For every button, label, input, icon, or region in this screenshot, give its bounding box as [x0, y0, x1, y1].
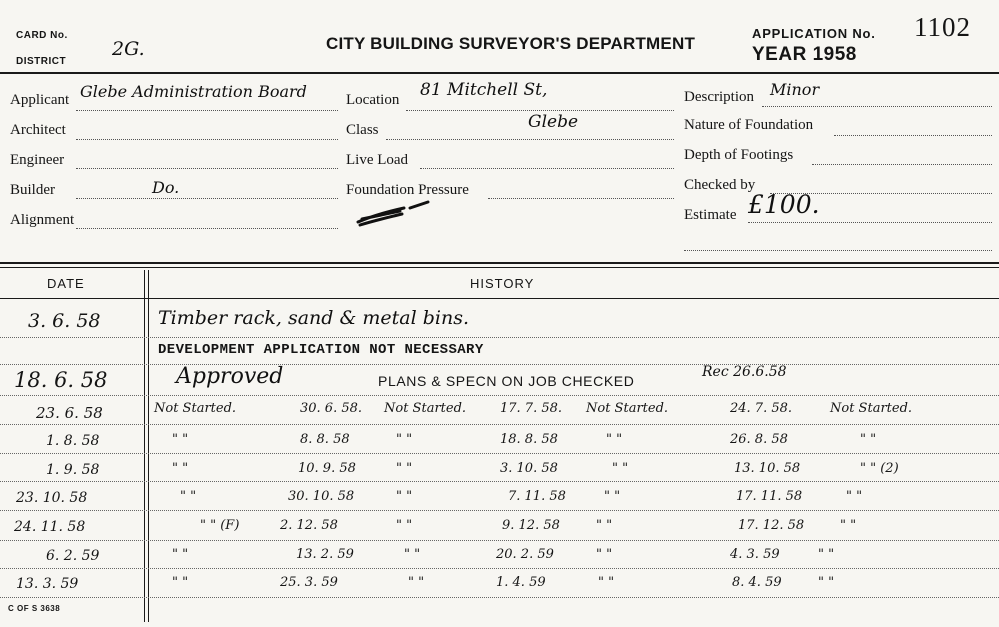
builder-value: Do.	[152, 178, 180, 197]
row-cell: " "	[606, 432, 623, 447]
row-cell: " "	[846, 489, 863, 504]
row-line	[0, 597, 999, 598]
row-cell: 8. 8. 58	[300, 432, 350, 447]
row-line	[0, 481, 999, 482]
applicant-label: Applicant	[10, 92, 70, 108]
district-label: DISTRICT	[16, 56, 67, 67]
row-cell: 30. 10. 58	[288, 489, 355, 504]
row-cell: 13. 10. 58	[734, 461, 801, 476]
row-date: 23. 10. 58	[16, 490, 88, 506]
builder-line	[76, 198, 338, 199]
engineer-line	[76, 168, 338, 169]
row-history: Approved	[176, 364, 284, 389]
row-cell: " "	[172, 575, 189, 590]
row-date: 6. 2. 59	[46, 548, 100, 564]
header-rule	[0, 72, 999, 74]
row-date: 13. 3. 59	[16, 576, 79, 592]
typed-note-plans: PLANS & SPECN ON JOB CHECKED	[378, 373, 635, 389]
row-cell: " "	[172, 547, 189, 562]
row-cell: " "	[596, 518, 613, 533]
row-cell: 26. 8. 58	[730, 432, 788, 447]
date-header: DATE	[47, 276, 85, 291]
row-date: 3. 6. 58	[28, 310, 101, 332]
estimate-value: £100.	[748, 190, 820, 219]
alignment-label: Alignment	[10, 212, 75, 228]
row-cell: " "	[172, 461, 189, 476]
row-cell: Not Started.	[384, 401, 467, 416]
description-value: Minor	[770, 80, 820, 99]
location-line	[406, 110, 674, 111]
class-line	[386, 139, 674, 140]
application-number: 1102	[914, 12, 971, 42]
row-cell: 3. 10. 58	[500, 461, 558, 476]
card-no-label: CARD No.	[16, 30, 68, 41]
row-line	[0, 337, 999, 338]
row-line	[0, 568, 999, 569]
row-cell: 8. 4. 59	[732, 575, 782, 590]
row-cell: 25. 3. 59	[280, 575, 338, 590]
row-history: Timber rack, sand & metal bins.	[158, 307, 470, 329]
builder-label: Builder	[10, 182, 55, 198]
foundation-pressure-label: Foundation Pressure	[346, 182, 469, 198]
table-top-rule	[0, 262, 999, 264]
row-date: 23. 6. 58	[36, 404, 103, 422]
row-cell: 17. 7. 58.	[500, 401, 563, 416]
row-cell: Not Started.	[830, 401, 913, 416]
row-cell: 24. 7. 58.	[730, 401, 793, 416]
row-cell: 7. 11. 58	[508, 489, 566, 504]
extra-line	[684, 250, 992, 251]
estimate-label: Estimate	[684, 207, 737, 223]
location-value: 81 Mitchell St,	[420, 80, 548, 100]
row-cell: " "	[604, 489, 621, 504]
row-date: 1. 8. 58	[46, 433, 100, 449]
checked-by-label: Checked by	[684, 177, 756, 193]
column-separator	[144, 270, 145, 622]
description-line	[762, 106, 992, 107]
row-cell: 20. 2. 59	[496, 547, 554, 562]
row-date: 18. 6. 58	[14, 368, 108, 392]
row-date: 1. 9. 58	[46, 462, 100, 478]
row-cell: " "	[860, 432, 877, 447]
description-label: Description	[684, 89, 754, 105]
history-header: HISTORY	[470, 276, 535, 291]
nature-line	[834, 135, 992, 136]
foundation-pressure-line	[488, 198, 674, 199]
row-cell: " "	[396, 461, 413, 476]
row-cell: " "	[598, 575, 615, 590]
row-cell: 10. 9. 58	[298, 461, 356, 476]
applicant-value: Glebe Administration Board	[80, 82, 307, 101]
row-cell: " "	[396, 518, 413, 533]
row-cell: " "	[396, 489, 413, 504]
row-cell: " " (F)	[200, 518, 240, 533]
ink-scribble	[352, 198, 442, 232]
location-label: Location	[346, 92, 400, 108]
form-code: C OF S 3638	[8, 604, 61, 613]
row-cell: 18. 8. 58	[500, 432, 558, 447]
estimate-line	[748, 222, 992, 223]
row-date: 24. 11. 58	[14, 519, 86, 535]
row-cell: 9. 12. 58	[502, 518, 560, 533]
architect-line	[76, 139, 338, 140]
alignment-line	[76, 228, 338, 229]
row-cell: " "	[840, 518, 857, 533]
row-cell: " "	[596, 547, 613, 562]
live-load-label: Live Load	[346, 152, 409, 168]
table-top-rule-2	[0, 267, 999, 268]
row-cell: " "	[612, 461, 629, 476]
row-cell: " "	[408, 575, 425, 590]
engineer-label: Engineer	[10, 152, 65, 168]
row-cell: 30. 6. 58.	[300, 401, 363, 416]
class-label: Class	[346, 122, 379, 138]
nature-of-foundation-label: Nature of Foundation	[684, 117, 814, 133]
row-line	[0, 395, 999, 396]
row-cell: 2. 12. 58	[280, 518, 338, 533]
applicant-line	[76, 110, 338, 111]
depth-of-footings-label: Depth of Footings	[684, 147, 794, 163]
rec-note: Rec 26.6.58	[702, 364, 787, 380]
row-line	[0, 540, 999, 541]
row-cell: " " (2)	[860, 461, 899, 476]
row-cell: " "	[818, 547, 835, 562]
live-load-line	[420, 168, 674, 169]
row-cell: " "	[818, 575, 835, 590]
typed-note-development: DEVELOPMENT APPLICATION NOT NECESSARY	[158, 342, 484, 358]
department-title: CITY BUILDING SURVEYOR'S DEPARTMENT	[326, 34, 696, 53]
row-cell: 17. 11. 58	[736, 489, 803, 504]
row-cell: 17. 12. 58	[738, 518, 805, 533]
column-separator-2	[148, 270, 149, 622]
row-cell: " "	[396, 432, 413, 447]
district-value: 2G.	[112, 38, 145, 60]
table-header-rule	[0, 298, 999, 299]
row-cell: 4. 3. 59	[730, 547, 780, 562]
row-cell: " "	[172, 432, 189, 447]
row-cell: 13. 2. 59	[296, 547, 354, 562]
row-cell: Not Started.	[154, 401, 237, 416]
location-value-2: Glebe	[528, 112, 579, 132]
row-line	[0, 424, 999, 425]
year: YEAR 1958	[752, 44, 857, 65]
row-cell: 1. 4. 59	[496, 575, 546, 590]
row-line	[0, 510, 999, 511]
row-cell: Not Started.	[586, 401, 669, 416]
row-cell: " "	[180, 489, 197, 504]
depth-line	[812, 164, 992, 165]
row-line	[0, 364, 999, 365]
row-line	[0, 453, 999, 454]
architect-label: Architect	[10, 122, 66, 138]
application-no-label: APPLICATION No.	[752, 26, 876, 41]
row-cell: " "	[404, 547, 421, 562]
